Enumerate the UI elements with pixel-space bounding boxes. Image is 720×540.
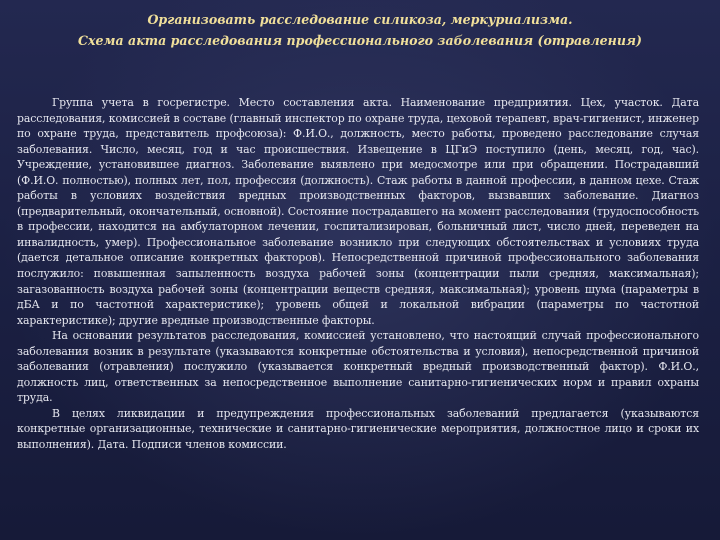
slide-title [20,9,700,51]
title-line-2: Схема акта расследования профессионального заболевания (отравления) [78,33,642,48]
paragraph-2: На основании результатов расследования, комиссией установлено, что настоящий случай профессионального заболевания возник в результате (указываются конкретные обстоятельства и условия), непосредственной причиной заболевания (отравления) послужило (указывается конкретный вредный производственный фактор). Ф.И.О., должность лиц, ответственных за непосредственное выполнение санитарно-гигиенических норм и правил охраны труда. [17,329,699,405]
paragraph-1: Группа учета в госрегистре. Место составления акта. Наименование предприятия. Цех, участок. Дата расследования, комиссией в составе (главный инспектор по охране труда, цеховой терапевт, врач-гигиенист, инженер по охране труда, представитель профсоюза): Ф.И.О., должность, место работы, проведено расследование случая заболевания. Число, месяц, год и час происшествия. Извещение в ЦГиЭ поступило (день, месяц, год, час). Учреждение, установившее диагноз. Заболевание выявлено при медосмотре или при обращении. Пострадавший (Ф.И.О. полностью), полных лет, пол, профессия (должность). Стаж работы в данной профессии, в данном цехе. Стаж работы в условиях воздействия вредных производственных факторов, вызвавших заболевание. Диагноз (предварительный, окончательный, основной). Состояние пострадавшего на момент расследования (трудоспособность в профессии, находится на амбулаторном лечении, госпитализирован, больничный лист, число дней, переведен на инвалидность, умер). Профессиональное заболевание возникло при следующих обстоятельствах и условиях труда (дается детальное описание конкретных факторов). Непосредственной причиной профессионального заболевания послужило: повышенная запыленность воздуха рабочей зоны (концентрации пыли средняя, максимальная); загазованность воздуха рабочей зоны (концентрации веществ средняя, максимальная); уровень шума (параметры в дБА и по частотной характеристике); уровень общей и локальной вибрации (параметры по частотной характеристике); другие вредные производственные факторы. [17,96,699,327]
title-line-1: Организовать расследование силикоза, меркуриализма. [147,12,573,27]
paragraph-3: В целях ликвидации и предупреждения профессиональных заболеваний предлагается (указываются конкретные организационные, технические и санитарно-гигиенические мероприятия, должностное лицо и сроки их выполнения). Дата. Подписи членов комиссии. [17,406,699,452]
document-body [17,95,699,453]
